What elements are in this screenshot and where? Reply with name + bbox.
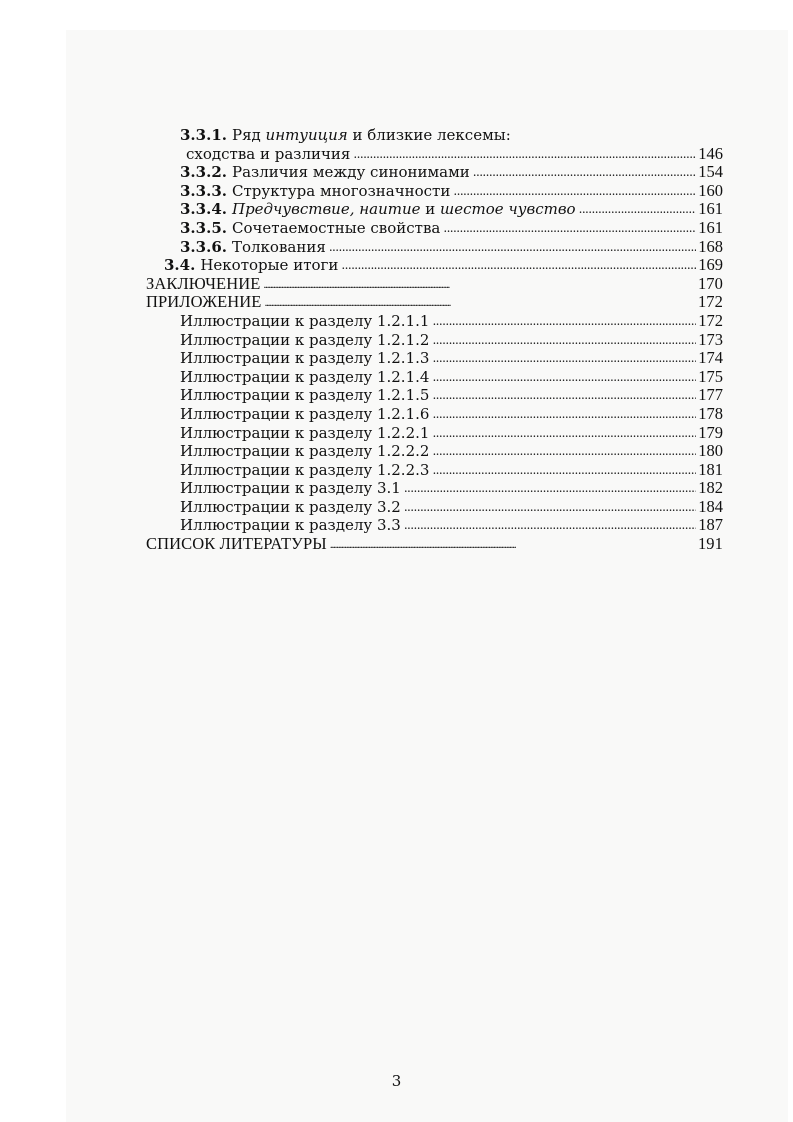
toc-page-number: 191 (697, 534, 723, 554)
toc-entry-3-3-2[interactable] (146, 163, 723, 182)
toc-entry-3-3-5[interactable] (146, 219, 723, 238)
toc-dot-leader (263, 275, 696, 294)
toc-entry-illustrations-1-2-1-2[interactable] (146, 331, 723, 350)
toc-entry-3-4[interactable] (146, 256, 723, 275)
toc-page-number: 175 (698, 366, 723, 386)
toc-dot-leader (432, 331, 696, 350)
toc-entry-3-3-1[interactable] (146, 126, 723, 145)
toc-page-number: 169 (698, 255, 723, 275)
toc-entry-title: СПИСОК ЛИТЕРАТУРЫ (146, 534, 327, 554)
toc-entry-number: 3.3.4. (180, 200, 227, 219)
toc-entry-number: 3.3.6. (180, 237, 227, 256)
toc-entry-title: Сочетаемостные свойства (231, 218, 441, 237)
toc-entry-title: Некоторые итоги (200, 256, 339, 275)
toc-dot-leader (432, 386, 696, 405)
toc-entry-title: Иллюстрации к разделу 3.3 (180, 516, 401, 535)
toc-entry-title: Иллюстрации к разделу 1.2.2.1 (180, 423, 430, 442)
toc-entry-title: Иллюстрации к разделу 1.2.2.2 (180, 442, 430, 461)
toc-entry-number: 3.3.3. (180, 181, 227, 200)
toc-dot-leader (404, 516, 696, 535)
toc-entry-title: Иллюстрации к разделу 1.2.1.4 (180, 367, 430, 386)
toc-entry-illustrations-1-2-2-1[interactable] (146, 424, 723, 443)
toc-dot-leader (264, 293, 695, 312)
toc-page-number: 170 (697, 273, 723, 293)
toc-entry-illustrations-1-2-1-4[interactable] (146, 368, 723, 387)
toc-dot-leader (341, 256, 696, 275)
toc-entry-title: Иллюстрации к разделу 1.2.1.6 (180, 404, 430, 423)
toc-entry-illustrations-1-2-1-3[interactable] (146, 349, 723, 368)
toc-dot-leader (432, 461, 696, 480)
toc-page-number: 179 (698, 422, 723, 442)
toc-dot-leader (473, 163, 697, 182)
toc-dot-leader (432, 349, 696, 368)
toc-entry-3-3-6[interactable] (146, 238, 723, 257)
toc-entry-number: 3.3.1. (180, 126, 227, 144)
toc-page-number: 181 (698, 459, 723, 479)
toc-dot-leader (353, 145, 696, 164)
toc-entry-title: Различия между синонимами (231, 163, 470, 182)
toc-page-number: 161 (698, 199, 723, 219)
toc-page-number: 187 (698, 515, 723, 535)
toc-entry-title: Предчувствие, наитие и шестое чувство (231, 200, 576, 219)
toc-entry-number: 3.4. (164, 256, 196, 275)
toc-entry-title: Ряд интуиция и близкие лексемы: (231, 126, 511, 144)
toc-entry-bibliography[interactable] (146, 535, 723, 554)
toc-entry-title: сходства и различия (186, 144, 351, 163)
toc-entry-illustrations-1-2-1-5[interactable] (146, 386, 723, 405)
toc-dot-leader (404, 498, 696, 517)
toc-dot-leader (432, 442, 696, 461)
toc-page-number: 154 (698, 162, 723, 182)
page-number: 3 (391, 1072, 402, 1090)
toc-entry-illustrations-3-3[interactable] (146, 516, 723, 535)
toc-entry-title: ПРИЛОЖЕНИЕ (146, 292, 262, 312)
toc-entry-title: Структура многозначности (231, 181, 451, 200)
toc-entry-conclusion[interactable] (146, 275, 723, 294)
toc-page-number: 182 (698, 478, 723, 498)
toc-page-number: 172 (698, 310, 723, 330)
toc-entry-illustrations-1-2-2-3[interactable] (146, 461, 723, 480)
toc-entry-3-3-4[interactable] (146, 200, 723, 219)
toc-dot-leader (404, 479, 696, 498)
toc-entry-number: 3.3.2. (180, 163, 227, 182)
toc-page-number: 168 (698, 236, 723, 256)
toc-page-number: 177 (698, 385, 723, 405)
toc-page-number: 174 (698, 348, 723, 368)
toc-entry-title: Толкования (231, 237, 326, 256)
toc-entry-3-3-1-cont[interactable] (146, 145, 723, 164)
toc-dot-leader (453, 182, 696, 201)
toc-entry-title: Иллюстрации к разделу 3.1 (180, 479, 401, 498)
toc-page-number: 146 (698, 143, 723, 163)
toc-dot-leader (330, 535, 696, 554)
toc-entry-illustrations-3-2[interactable] (146, 498, 723, 517)
toc-entry-title: Иллюстрации к разделу 1.2.2.3 (180, 460, 430, 479)
toc-dot-leader (432, 405, 696, 424)
toc-entry-illustrations-1-2-2-2[interactable] (146, 442, 723, 461)
toc-entry-illustrations-3-1[interactable] (146, 479, 723, 498)
toc-entry-title: Иллюстрации к разделу 1.2.1.2 (180, 330, 430, 349)
toc-dot-leader (432, 424, 696, 443)
toc-page-number: 178 (698, 403, 723, 423)
toc-entry-illustrations-1-2-1-6[interactable] (146, 405, 723, 424)
toc-entry-illustrations-1-2-1-1[interactable] (146, 312, 723, 331)
toc-page-number: 160 (698, 180, 723, 200)
toc-dot-leader (432, 368, 696, 387)
toc-page-number: 172 (697, 292, 723, 312)
table-of-contents (146, 126, 723, 554)
toc-entry-title: ЗАКЛЮЧЕНИЕ (146, 273, 261, 293)
toc-entry-appendix[interactable] (146, 293, 723, 312)
toc-page-number: 173 (698, 329, 723, 349)
toc-entry-title: Иллюстрации к разделу 1.2.1.5 (180, 386, 430, 405)
toc-dot-leader (579, 200, 697, 219)
toc-entry-title: Иллюстрации к разделу 1.2.1.1 (180, 311, 430, 330)
toc-dot-leader (443, 219, 696, 238)
toc-entry-title: Иллюстрации к разделу 3.2 (180, 497, 401, 516)
toc-page-number: 184 (698, 496, 723, 516)
toc-page-number: 180 (698, 441, 723, 461)
toc-dot-leader (329, 238, 696, 257)
toc-dot-leader (432, 312, 696, 331)
toc-entry-number: 3.3.5. (180, 218, 227, 237)
toc-entry-title: Иллюстрации к разделу 1.2.1.3 (180, 349, 430, 368)
toc-page-number: 161 (698, 217, 723, 237)
toc-entry-3-3-3[interactable] (146, 182, 723, 201)
